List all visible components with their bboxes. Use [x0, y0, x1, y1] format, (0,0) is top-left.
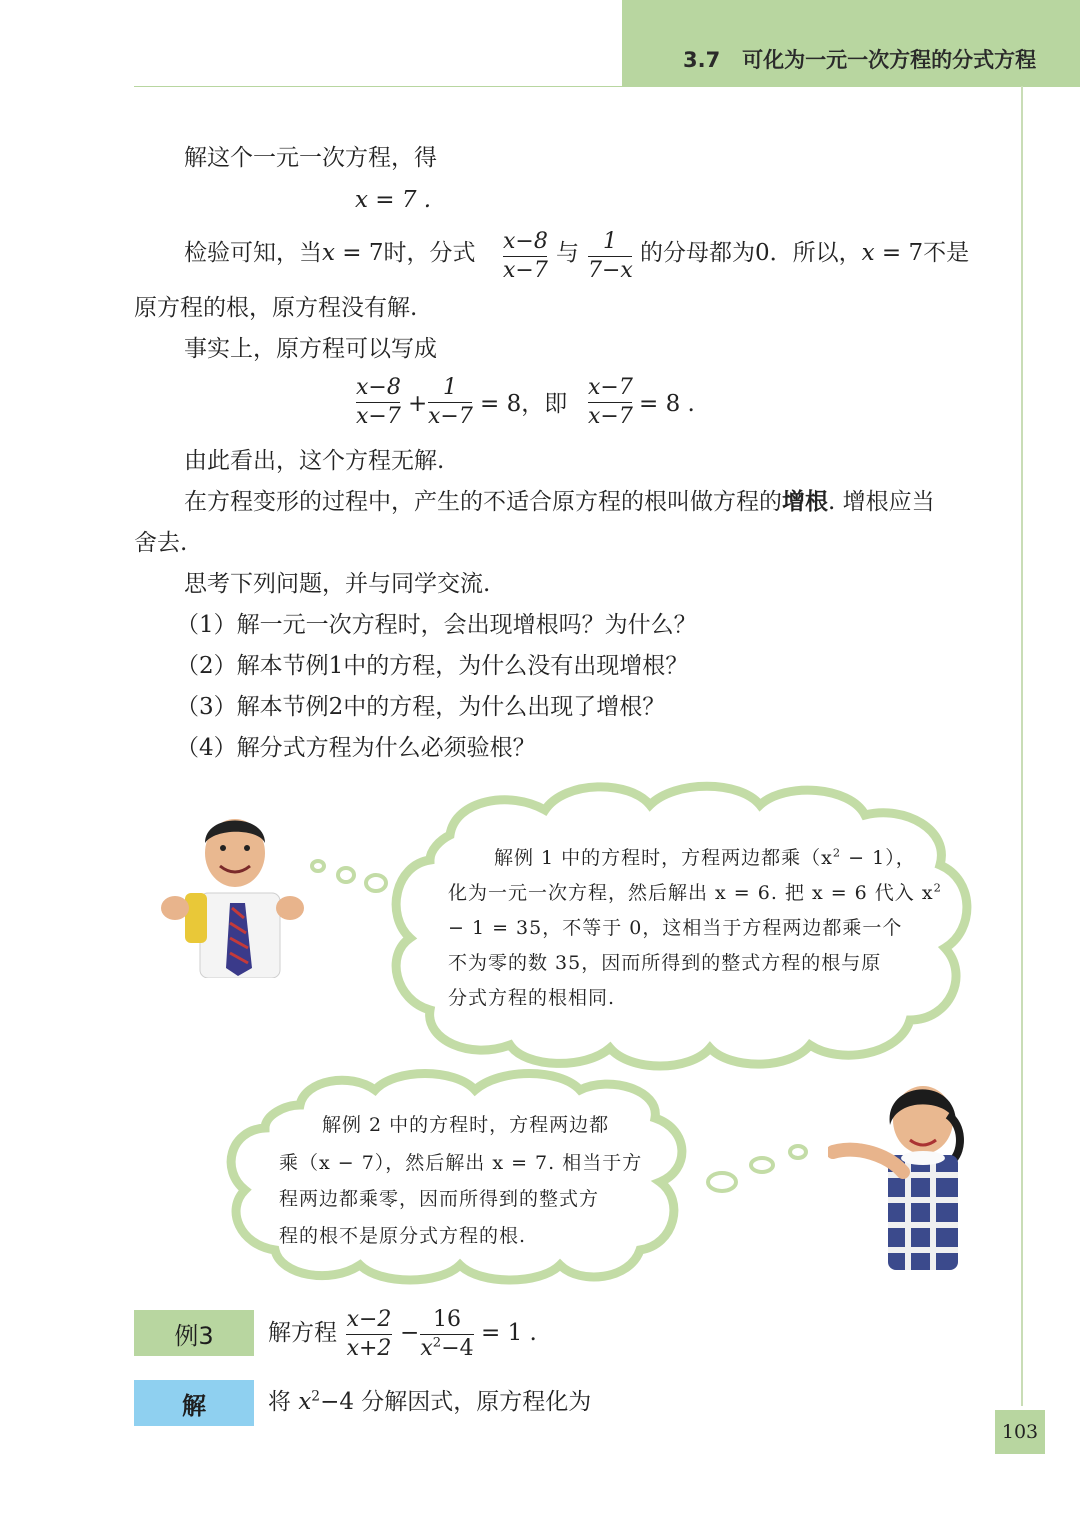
bubble1-line-3: − 1 = 35，不等于 0，这相当于方程两边都乘一个 [448, 917, 903, 939]
page-number: 103 [995, 1410, 1045, 1454]
bubble1-line-1: 解例 1 中的方程时，方程两边都乘$(x^2 - 1)$， [494, 845, 916, 869]
bubble2-line-4: 程的根不是原分式方程的根. [279, 1225, 527, 1247]
fraction-x-8-over-x-7: $\frac{x-8}{x-7}$ [503, 229, 548, 283]
girl-illustration [828, 1080, 968, 1276]
question-2: （2）解本节例1中的方程，为什么没有出现增根？ [176, 653, 689, 679]
question-1: （1）解一元一次方程时，会出现增根吗？为什么？ [176, 612, 697, 638]
example-3-fraction-1: $\frac{x-2}{x+2}$ [346, 1307, 392, 1361]
plus-sign: + [408, 391, 428, 417]
paragraph-no-solution-2: 由此看出，这个方程无解. [184, 448, 445, 474]
equation-x-equals-7: x = 7 . [355, 187, 432, 213]
section-number: 3.7 [683, 48, 721, 72]
question-4: （4）解分式方程为什么必须验根？ [176, 735, 536, 761]
bubble2-line-1: 解例 2 中的方程时，方程两边都 [322, 1114, 610, 1136]
paragraph-solve: 解这个一元一次方程，得 [184, 145, 437, 171]
equals-8-ie: = 8，即 [480, 391, 568, 417]
paragraph-in-fact: 事实上，原方程可以写成 [184, 336, 437, 362]
bubble1-line-5: 分式方程的根相同. [448, 987, 616, 1009]
solution-text: 将 $x^2-4$ 分解因式，原方程化为 [268, 1388, 592, 1415]
paragraph-no-solution: 原方程的根，原方程没有解. [134, 295, 418, 321]
example-3-minus: − [400, 1320, 420, 1346]
bubble1-line-2: 化为一元一次方程，然后解出 x = 6. 把 x = 6 代入 $x^2$ [448, 880, 942, 904]
paragraph-think: 思考下列问题，并与同学交流. [184, 571, 491, 597]
paragraph-check: 检验可知，当x = 7时，分式 [184, 240, 476, 266]
fraction-eq2-second: $\frac{1}{x-7}$ [428, 375, 473, 429]
equals-8-end: = 8 . [639, 391, 695, 417]
bubble1-line-4: 不为零的数 35，因而所得到的整式方程的根与原 [448, 952, 882, 974]
fraction-eq2-first: $\frac{x-8}{x-7}$ [356, 375, 401, 429]
fraction-eq2-third: $\frac{x-7}{x-7}$ [588, 375, 633, 429]
thought-bubble-2 [231, 1074, 682, 1281]
question-3: （3）解本节例2中的方程，为什么出现了增根？ [176, 694, 666, 720]
section-title: 可化为一元一次方程的分式方程 [742, 48, 1037, 72]
example-3-label: 例3 [134, 1310, 254, 1356]
paragraph-discard: 舍去. [134, 530, 188, 556]
term-extraneous-root: 增根 [782, 489, 828, 515]
fraction-1-over-7-x: $\frac{1}{7-x}$ [588, 229, 633, 283]
paragraph-check-end: 的分母都为0．所以，x = 7不是 [640, 240, 970, 266]
bubble2-line-2: 乘（x − 7），然后解出 x = 7. 相当于方 [279, 1152, 643, 1174]
example-3-prefix: 解方程 [268, 1320, 337, 1346]
boy-illustration [160, 808, 310, 978]
example-3-fraction-2: $\frac{16}{x^2-4}$ [420, 1307, 474, 1361]
example-3-end: = 1 . [481, 1320, 537, 1346]
solution-label: 解 [134, 1380, 254, 1426]
word-and: 与 [556, 240, 579, 266]
bubble2-line-3: 程两边都乘零，因而所得到的整式方 [279, 1188, 600, 1210]
paragraph-extraneous-root: 在方程变形的过程中，产生的不适合原方程的根叫做方程的增根. 增根应当 [184, 489, 935, 515]
thought-dots-1 [312, 861, 386, 891]
thought-dots-2 [708, 1146, 806, 1191]
